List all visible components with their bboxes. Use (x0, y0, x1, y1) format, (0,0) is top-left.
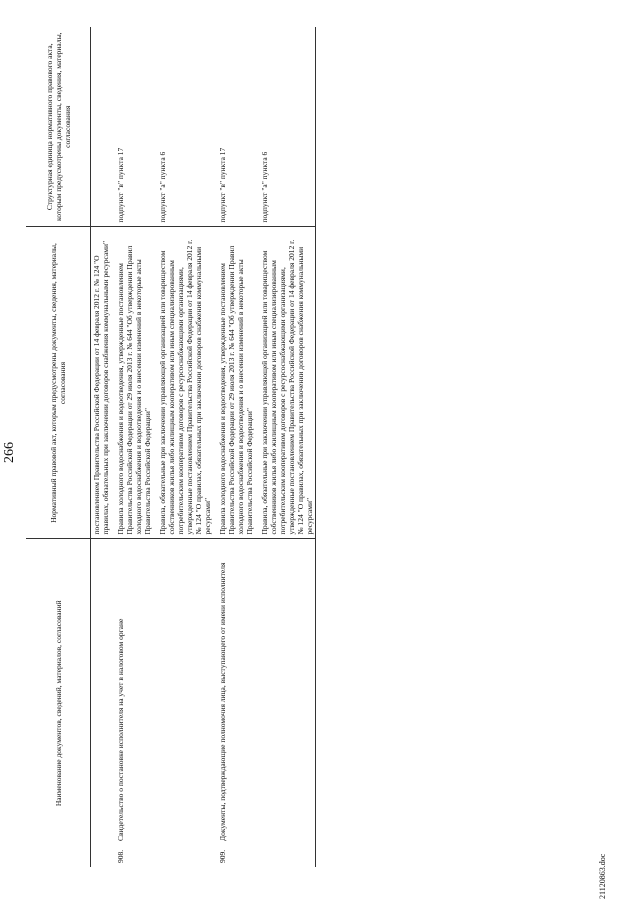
cell-name (115, 539, 153, 867)
cell-name (157, 539, 213, 867)
documents-table (26, 27, 316, 867)
page-number: 266 (2, 442, 17, 463)
cell-unit: подпункт "в" пункта 17 (115, 27, 153, 227)
cell-act: постановлением Правительства Российской Федерации от 14 февраля 2012 г. № 124 "О правилах, обязательных при заключении договоров снабжения коммунальными ресурсами" (91, 227, 112, 539)
cell-act: Правила холодного водоснабжения и водоотведения, утвержденные постановлением Правительства Российской Федерации от 29 июля 2013 г. № 644 "Об утверждении Правил холодного водоснабжения и водоотведения и о внесении изменений в некоторые акты Правительства Российской Федерации" (115, 227, 153, 539)
document-name: Свидетельство о постановке исполнителя на учет в налоговом органе (116, 618, 125, 841)
cell-unit: подпункт "а" пункта 6 (157, 27, 213, 227)
cell-unit: подпункт "в" пункта 17 (217, 27, 255, 227)
table-row (115, 27, 153, 867)
cell-act: Правила холодного водоснабжения и водоотведения, утвержденные постановлением Правительства Российской Федерации от 29 июля 2013 г. № 644 "Об утверждении Правил холодного водоснабжения и водоотведения и о внесении изменений в некоторые акты Правительства Российской Федерации" (217, 227, 255, 539)
cell-name (259, 539, 316, 867)
cell-act: Правила, обязательные при заключении управляющей организацией или товариществом собственников жилья либо жилищным кооперативом или иным специализированным потребительским кооперативом договоров с ресурсоснабжающими организациями, утвержденные постановлением Правительства Российской Федерации от 14 февраля 2012 г. № 124 "О правилах, обязательных при заключении договоров снабжения коммунальными ресурсами" (259, 227, 316, 539)
table-header-row (26, 27, 91, 867)
header-document-name: Наименование документов, сведений, материалов, согласований (53, 600, 63, 807)
cell-act: Правила, обязательные при заключении управляющей организацией или товариществом собственников жилья либо жилищным кооперативом или иным специализированным потребительским кооперативом договоров с ресурсоснабжающими организациями, утвержденные постановлением Правительства Российской Федерации от 14 февраля 2012 г. № 124 "О правилах, обязательных при заключении договоров снабжения коммунальными ресурсами" (157, 227, 213, 539)
cell-unit (91, 27, 112, 227)
table-row (259, 27, 316, 867)
cell-unit: подпункт "а" пункта 6 (259, 27, 316, 227)
table-row (157, 27, 213, 867)
table-row (91, 27, 112, 867)
header-structural-unit: Структурная единица нормативного правового акта, которым предусмотрены документы, сведения, материалы, согласования (26, 27, 91, 227)
cell-name (217, 539, 255, 867)
header-legal-act: Нормативный правовой акт, которым предусмотрены документы, сведения, материалы, согласования (26, 227, 91, 539)
row-number: 908. (116, 849, 125, 863)
row-number: 909. (218, 849, 227, 863)
document-name: Документы, подтверждающие полномочия лица, выступающего от имени исполнителя (218, 562, 227, 841)
cell-name (91, 539, 112, 867)
footer-filename: 21120863.doc (598, 853, 607, 899)
table-row (217, 27, 255, 867)
